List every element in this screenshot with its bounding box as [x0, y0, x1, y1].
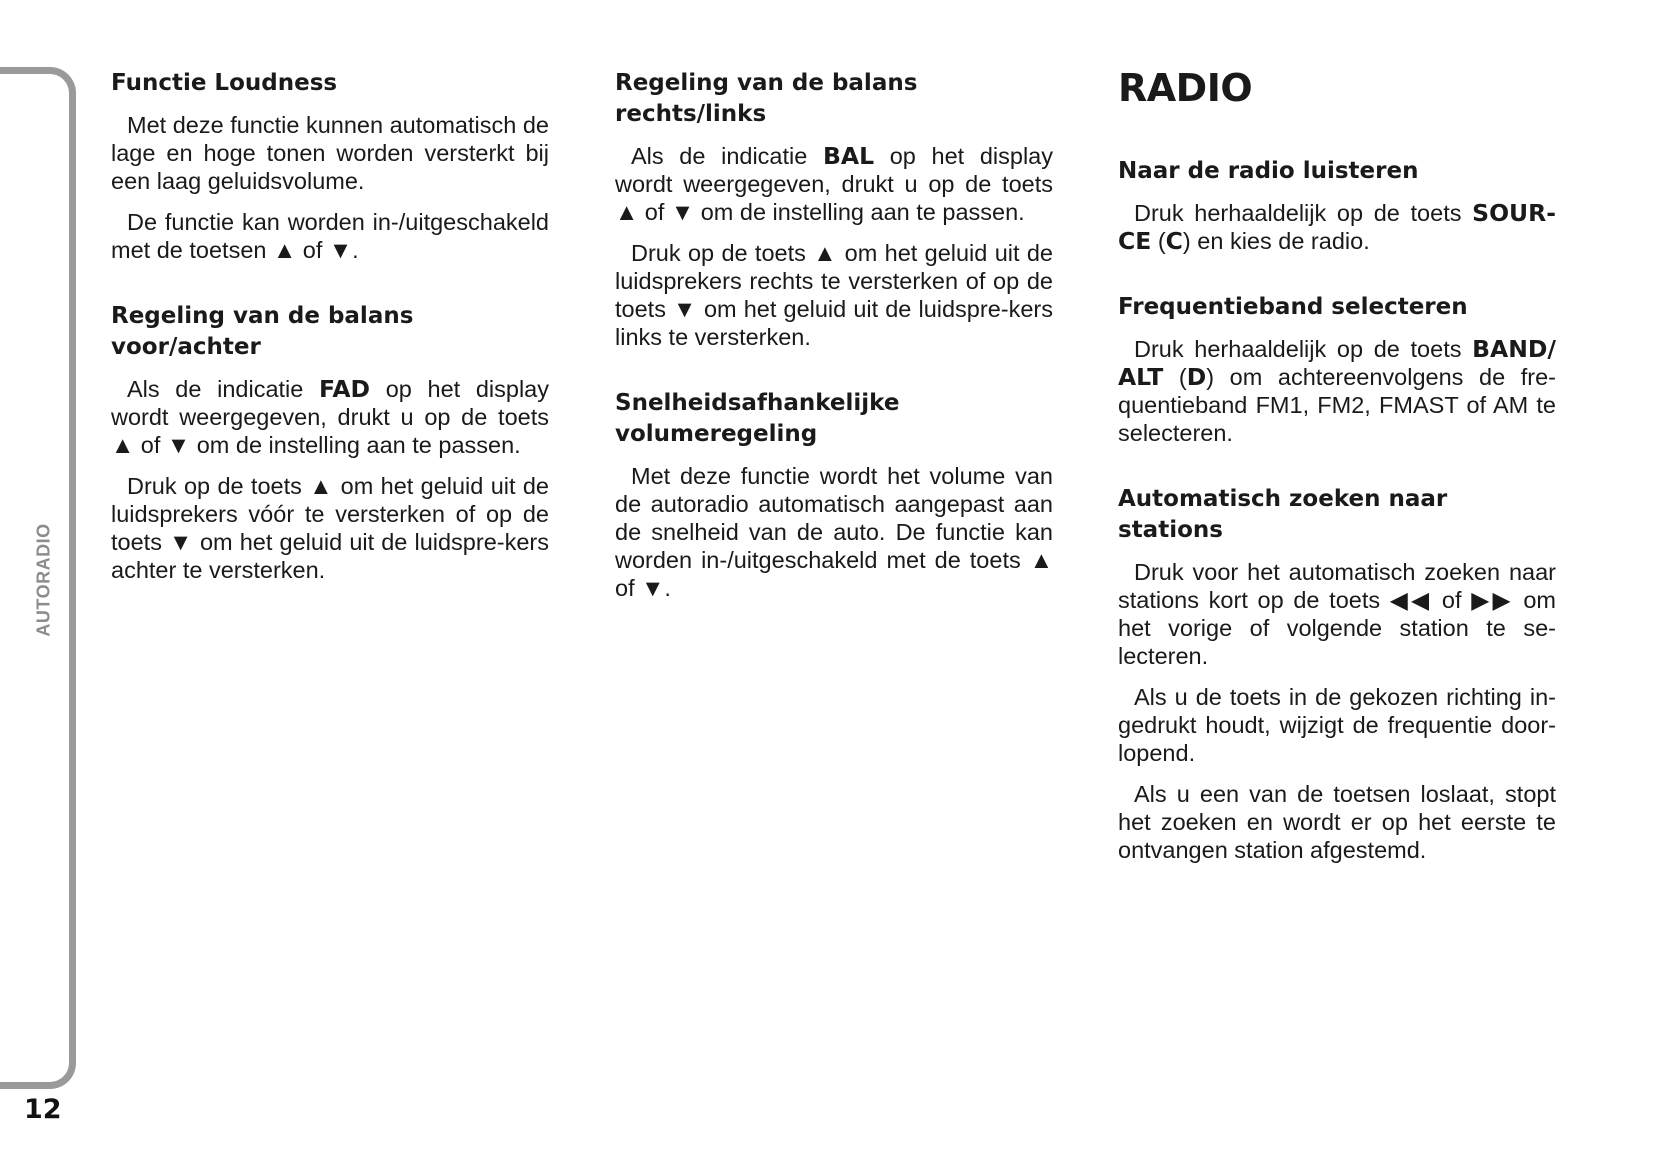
section-listen-radio	[1118, 156, 1556, 255]
bold-key-label: BAL	[822, 142, 875, 170]
side-tab-label: AUTORADIO	[33, 523, 54, 637]
paragraph: Als de indicatie BAL op het display wordt weergegeven, drukt u op de toets ▲ of ▼ om de instelling aan te passen.	[615, 142, 1053, 225]
section-auto-search	[1118, 484, 1556, 864]
paragraph: Druk voor het automatisch zoeken naar stations kort op de toets ◀◀ of ▶▶ om het vorige of volgende station te se-lecteren.	[1118, 558, 1556, 669]
bold-key-label: FAD	[319, 375, 371, 403]
paragraph: Als u de toets in de gekozen richting in-gedrukt houdt, wijzigt de frequentie door-lopend.	[1118, 683, 1556, 766]
paragraph: Druk herhaaldelijk op de toets SOUR-CE (C) en kies de radio.	[1118, 198, 1556, 255]
paragraph: Met deze functie wordt het volume van de autoradio automatisch aangepast aan de snelheid van de auto. De functie kan worden in-/uitgeschakeld met de toets ▲ of ▼.	[615, 463, 1053, 601]
paragraph: Met deze functie kunnen automatisch de lage en hoge tonen worden versterkt bij een laag geluidsvolume.	[111, 112, 549, 194]
paragraph: Druk op de toets ▲ om het geluid uit de luidsprekers rechts te versterken of op de toets ▼ om het geluid uit de luidspre-kers links te versterken.	[615, 240, 1053, 350]
section-fader	[111, 301, 549, 584]
chapter-title: RADIO	[1118, 66, 1253, 110]
section-band-select	[1118, 292, 1556, 447]
section-heading: Snelheidsafhankelijke volumeregeling	[615, 390, 900, 447]
section-speed-volume	[615, 388, 1053, 602]
paragraph: Druk herhaaldelijk op de toets BAND/ ALT (D) om achtereenvolgens de fre-quentieband FM1, FM2, FMAST of AM te selecteren.	[1118, 334, 1556, 446]
bold-key-label: D	[1186, 362, 1207, 391]
bold-key-label: BAND/ ALT	[1118, 334, 1556, 391]
section-balance	[615, 68, 1053, 351]
bold-key-label: C	[1165, 226, 1183, 255]
paragraph: Als de indicatie FAD op het display wordt weergegeven, drukt u op de toets ▲ of ▼ om de instelling aan te passen.	[111, 375, 550, 458]
paragraph: Druk op de toets ▲ om het geluid uit de luidsprekers vóór te versterken of op de toets ▼ om het geluid uit de luidspre-kers achter te versterken.	[111, 473, 549, 583]
section-heading: Naar de radio luisteren	[1118, 157, 1419, 184]
section-loudness	[111, 68, 549, 264]
section-heading: Functie Loudness	[111, 70, 338, 96]
bold-key-label: SOUR-CE	[1118, 198, 1556, 255]
column-middle	[615, 68, 1053, 639]
section-heading: Frequentieband selecteren	[1118, 293, 1468, 320]
section-heading: Automatisch zoeken naar stations	[1118, 485, 1448, 543]
paragraph: Als u een van de toetsen loslaat, stopt het zoeken en wordt er op het eerste te ontvangen station afgestemd.	[1118, 780, 1556, 863]
section-heading: Regeling van de balans voor/achter	[111, 303, 414, 360]
paragraph: De functie kan worden in-/uitgeschakeld met de toetsen ▲ of ▼.	[111, 209, 549, 263]
column-left	[111, 68, 549, 621]
page-number: 12	[24, 1094, 62, 1125]
column-right	[1118, 68, 1556, 901]
section-heading: Regeling van de balans rechts/links	[615, 70, 918, 127]
